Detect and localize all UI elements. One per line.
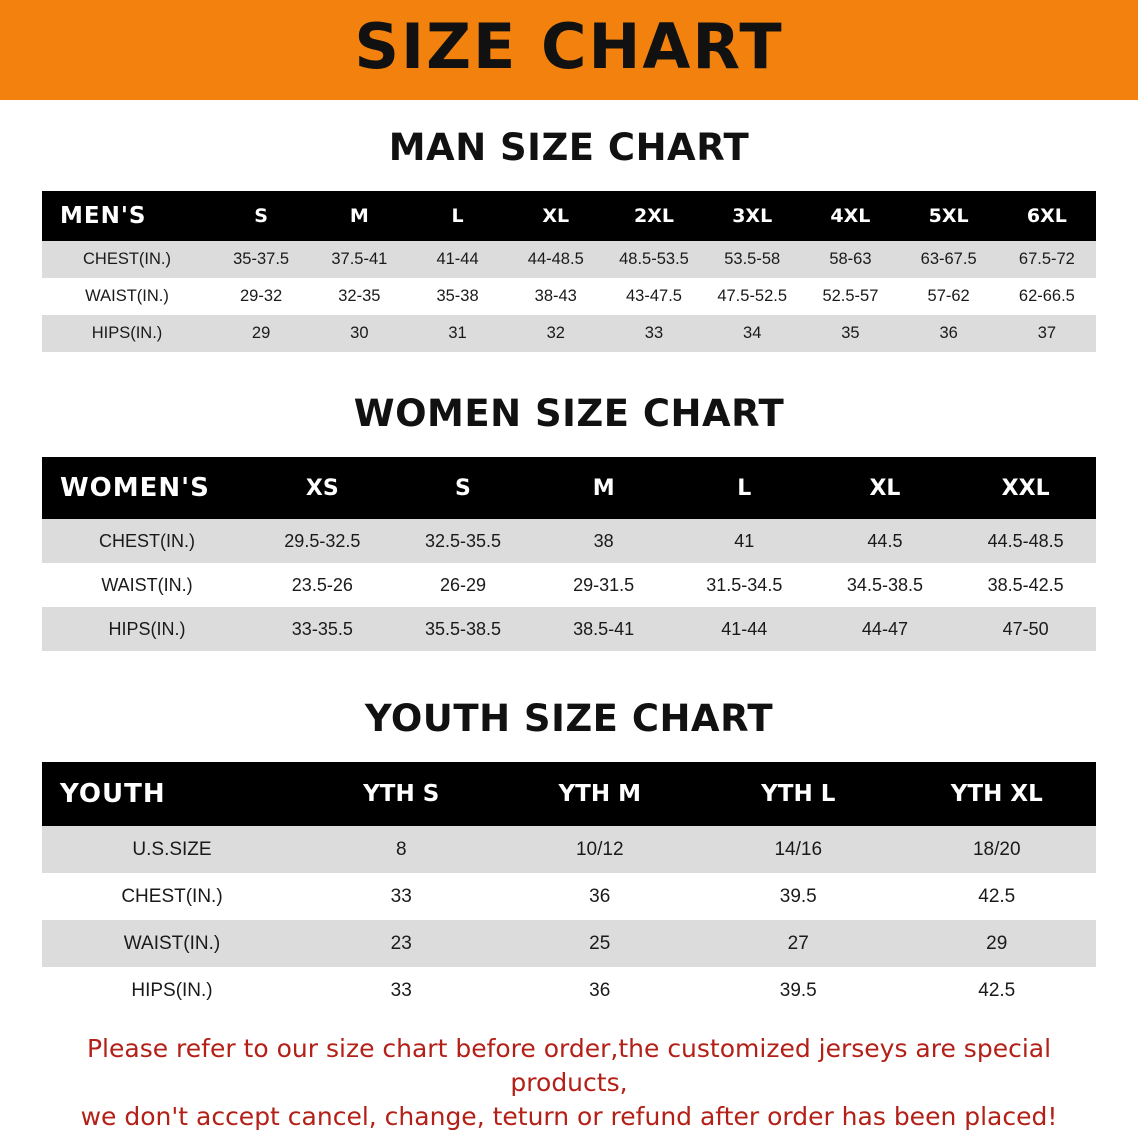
banner: [0, 0, 1138, 100]
women-cell-1-5: 38.5-42.5: [955, 563, 1096, 607]
man-cell-0-2: 41-44: [408, 241, 506, 278]
man-size-table: [42, 191, 1096, 352]
table-row: [42, 241, 1096, 278]
women-cell-0-3: 41: [674, 519, 815, 563]
table-row: [42, 519, 1096, 563]
man-cell-0-4: 48.5-53.5: [605, 241, 703, 278]
man-header-3: L: [408, 191, 506, 241]
women-cell-1-3: 31.5-34.5: [674, 563, 815, 607]
youth-row-label-1: CHEST(IN.): [42, 873, 302, 920]
youth-cell-1-2: 39.5: [699, 873, 898, 920]
women-cell-0-2: 38: [533, 519, 674, 563]
man-header-8: 5XL: [900, 191, 998, 241]
youth-size-table: [42, 762, 1096, 1014]
youth-row-label-2: WAIST(IN.): [42, 920, 302, 967]
policy-note-line-2: we don't accept cancel, change, teturn or refund after order has been placed!: [42, 1100, 1096, 1133]
women-cell-2-2: 38.5-41: [533, 607, 674, 651]
women-cell-1-0: 23.5-26: [252, 563, 393, 607]
man-cell-0-3: 44-48.5: [507, 241, 605, 278]
women-cell-1-4: 34.5-38.5: [815, 563, 956, 607]
man-header-1: S: [212, 191, 310, 241]
table-row: [42, 607, 1096, 651]
women-header-2: S: [393, 457, 534, 519]
man-row-label-2: HIPS(IN.): [42, 315, 212, 352]
man-header-6: 3XL: [703, 191, 801, 241]
man-cell-2-8: 37: [998, 315, 1096, 352]
women-cell-0-4: 44.5: [815, 519, 956, 563]
women-table-head: [42, 457, 1096, 519]
man-cell-1-2: 35-38: [408, 278, 506, 315]
man-cell-0-0: 35-37.5: [212, 241, 310, 278]
youth-cell-2-3: 29: [898, 920, 1097, 967]
youth-cell-3-0: 33: [302, 967, 501, 1014]
youth-size-table-wrap: [42, 762, 1096, 1014]
women-size-table: [42, 457, 1096, 651]
man-cell-2-7: 36: [900, 315, 998, 352]
man-header-7: 4XL: [801, 191, 899, 241]
women-cell-2-1: 35.5-38.5: [393, 607, 534, 651]
man-cell-2-5: 34: [703, 315, 801, 352]
women-cell-1-2: 29-31.5: [533, 563, 674, 607]
women-header-1: XS: [252, 457, 393, 519]
youth-cell-0-2: 14/16: [699, 826, 898, 873]
youth-cell-0-1: 10/12: [501, 826, 700, 873]
man-header-5: 2XL: [605, 191, 703, 241]
women-table-body: [42, 519, 1096, 651]
youth-cell-1-3: 42.5: [898, 873, 1097, 920]
man-table-body: [42, 241, 1096, 352]
youth-cell-3-2: 39.5: [699, 967, 898, 1014]
women-cell-0-1: 32.5-35.5: [393, 519, 534, 563]
youth-header-4: YTH XL: [898, 762, 1097, 826]
women-cell-0-5: 44.5-48.5: [955, 519, 1096, 563]
man-row-label-0: CHEST(IN.): [42, 241, 212, 278]
women-row-label-2: HIPS(IN.): [42, 607, 252, 651]
man-header-9: 6XL: [998, 191, 1096, 241]
man-cell-1-8: 62-66.5: [998, 278, 1096, 315]
table-header-row: [42, 762, 1096, 826]
youth-cell-3-1: 36: [501, 967, 700, 1014]
man-header-2: M: [310, 191, 408, 241]
table-row: [42, 967, 1096, 1014]
youth-header-0: YOUTH: [42, 762, 302, 826]
man-cell-1-5: 47.5-52.5: [703, 278, 801, 315]
man-cell-1-3: 38-43: [507, 278, 605, 315]
women-section-heading: WOMEN SIZE CHART: [0, 392, 1138, 435]
man-cell-1-4: 43-47.5: [605, 278, 703, 315]
youth-cell-3-3: 42.5: [898, 967, 1097, 1014]
table-row: [42, 278, 1096, 315]
man-cell-1-7: 57-62: [900, 278, 998, 315]
youth-cell-2-0: 23: [302, 920, 501, 967]
women-header-4: L: [674, 457, 815, 519]
man-cell-2-2: 31: [408, 315, 506, 352]
youth-header-2: YTH M: [501, 762, 700, 826]
man-cell-2-1: 30: [310, 315, 408, 352]
women-cell-2-3: 41-44: [674, 607, 815, 651]
women-cell-1-1: 26-29: [393, 563, 534, 607]
table-row: [42, 563, 1096, 607]
youth-cell-2-1: 25: [501, 920, 700, 967]
policy-note-line-1: Please refer to our size chart before order,the customized jerseys are special products,: [42, 1032, 1096, 1100]
women-header-5: XL: [815, 457, 956, 519]
table-header-row: [42, 191, 1096, 241]
table-header-row: [42, 457, 1096, 519]
man-cell-1-0: 29-32: [212, 278, 310, 315]
youth-row-label-0: U.S.SIZE: [42, 826, 302, 873]
man-cell-1-1: 32-35: [310, 278, 408, 315]
man-cell-2-6: 35: [801, 315, 899, 352]
women-size-table-wrap: [42, 457, 1096, 651]
youth-table-head: [42, 762, 1096, 826]
women-header-6: XXL: [955, 457, 1096, 519]
man-size-table-wrap: [42, 191, 1096, 352]
man-row-label-1: WAIST(IN.): [42, 278, 212, 315]
youth-header-3: YTH L: [699, 762, 898, 826]
women-cell-2-0: 33-35.5: [252, 607, 393, 651]
youth-header-1: YTH S: [302, 762, 501, 826]
youth-cell-1-0: 33: [302, 873, 501, 920]
man-section-heading: MAN SIZE CHART: [0, 126, 1138, 169]
table-row: [42, 920, 1096, 967]
page-title: SIZE CHART: [354, 16, 783, 84]
man-cell-1-6: 52.5-57: [801, 278, 899, 315]
man-cell-0-8: 67.5-72: [998, 241, 1096, 278]
man-cell-2-4: 33: [605, 315, 703, 352]
youth-cell-0-0: 8: [302, 826, 501, 873]
table-row: [42, 315, 1096, 352]
man-cell-2-0: 29: [212, 315, 310, 352]
women-header-0: WOMEN'S: [42, 457, 252, 519]
women-cell-2-5: 47-50: [955, 607, 1096, 651]
man-cell-2-3: 32: [507, 315, 605, 352]
policy-note: [42, 1032, 1096, 1133]
youth-table-body: [42, 826, 1096, 1014]
women-cell-2-4: 44-47: [815, 607, 956, 651]
youth-cell-1-1: 36: [501, 873, 700, 920]
women-row-label-1: WAIST(IN.): [42, 563, 252, 607]
women-cell-0-0: 29.5-32.5: [252, 519, 393, 563]
table-row: [42, 826, 1096, 873]
women-header-3: M: [533, 457, 674, 519]
youth-cell-2-2: 27: [699, 920, 898, 967]
man-cell-0-5: 53.5-58: [703, 241, 801, 278]
man-table-head: [42, 191, 1096, 241]
man-cell-0-6: 58-63: [801, 241, 899, 278]
man-header-0: MEN'S: [42, 191, 212, 241]
table-row: [42, 873, 1096, 920]
youth-section-heading: YOUTH SIZE CHART: [0, 697, 1138, 740]
man-header-4: XL: [507, 191, 605, 241]
women-row-label-0: CHEST(IN.): [42, 519, 252, 563]
man-cell-0-1: 37.5-41: [310, 241, 408, 278]
youth-row-label-3: HIPS(IN.): [42, 967, 302, 1014]
youth-cell-0-3: 18/20: [898, 826, 1097, 873]
man-cell-0-7: 63-67.5: [900, 241, 998, 278]
